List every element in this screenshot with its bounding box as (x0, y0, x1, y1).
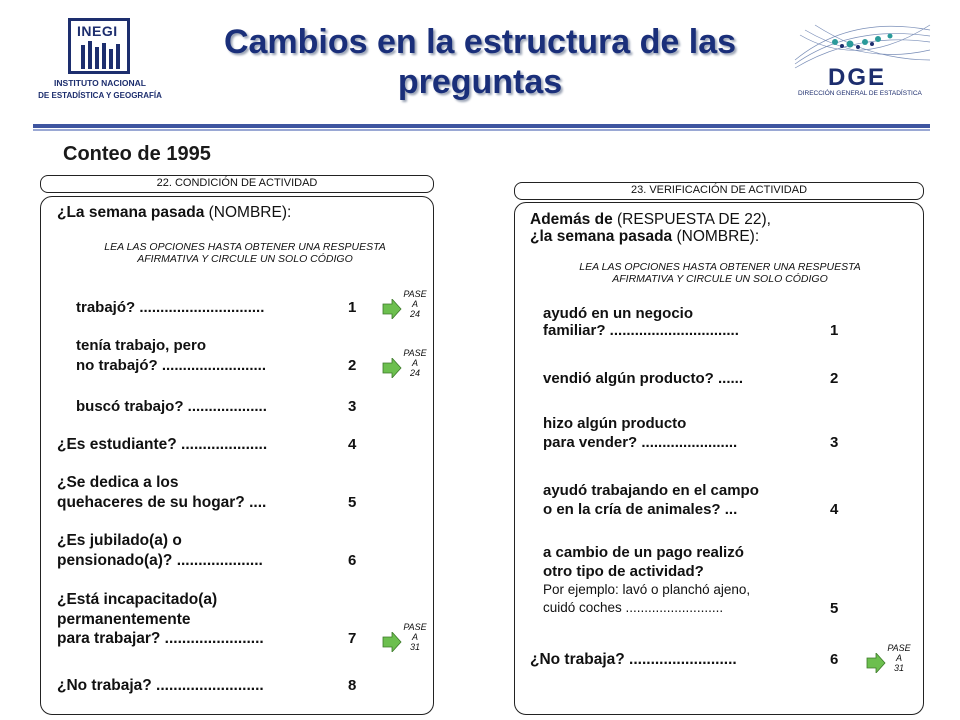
q22-skip-3-label (400, 622, 430, 652)
q22-option-7-text-line2: permanentemente (57, 611, 191, 628)
q22-skip-2-label (400, 348, 430, 378)
dge-logo-subtitle: DIRECCIÓN GENERAL DE ESTADÍSTICA (798, 90, 922, 97)
q22-skip-1 (382, 289, 442, 329)
q22-option-2-text-line1: tenía trabajo, pero (76, 337, 207, 354)
q22-option-7-text-line3: para trabajar? ....................... (57, 630, 264, 647)
page-title: Cambios en la estructura de las preguntas (223, 23, 737, 101)
q22-option-5-code: 5 (348, 494, 357, 511)
q23-skip (866, 643, 926, 683)
skip-label-target: 24 (409, 368, 420, 378)
q22-option-3-code: 3 (348, 398, 357, 415)
skip-label-target: 24 (409, 309, 420, 319)
q23-option-1-text-line2: familiar? ............................... (543, 322, 739, 339)
skip-label-a: A (411, 358, 418, 368)
q23-instruction-line2: AFIRMATIVA Y CIRCULE UN SOLO CÓDIGO (612, 273, 828, 285)
q22-option-3-text: buscó trabajo? ................... (76, 398, 267, 415)
q22-skip-3 (382, 622, 442, 662)
inegi-logo (30, 18, 170, 113)
q22-skip-1-label (400, 289, 430, 319)
inegi-logo-line2: DE ESTADÍSTICA Y GEOGRAFÍA (38, 91, 162, 100)
skip-label-pase: PASE (403, 348, 427, 358)
dge-logo-word: DGE (828, 64, 887, 91)
q22-option-7-text-line1: ¿Está incapacitado(a) (57, 591, 218, 608)
skip-label-pase: PASE (403, 622, 427, 632)
q23-option-6-text: ¿No trabaja? ......................... (530, 651, 737, 668)
q22-question (57, 204, 291, 222)
q23-option-3-text-line1: hizo algún producto (543, 415, 687, 432)
q23-instruction-line1: LEA LAS OPCIONES HASTA OBTENER UNA RESPUESTA (579, 261, 861, 273)
q22-option-5-text-line2: quehaceres de su hogar? .... (57, 494, 267, 511)
q23-option-5-text-line2: otro tipo de actividad? (543, 563, 704, 580)
q23-question-bold-2: ¿la semana pasada (530, 228, 673, 245)
q23-option-1-code: 1 (830, 322, 839, 339)
q22-option-6-text-line1: ¿Es jubilado(a) o (57, 532, 182, 549)
skip-label-pase: PASE (887, 643, 911, 653)
q23-option-5-text-line1: a cambio de un pago realizó (543, 544, 744, 561)
skip-label-a: A (895, 653, 902, 663)
skip-label-a: A (411, 299, 418, 309)
q23-question-rest-2: (NOMBRE): (676, 228, 760, 245)
q22-header: 22. CONDICIÓN DE ACTIVIDAD (40, 175, 434, 193)
q22-option-1-code: 1 (348, 299, 357, 316)
q23-instruction (530, 261, 910, 285)
q22-question-bold: ¿La semana pasada (57, 204, 205, 221)
inegi-logo-line1: INSTITUTO NACIONAL (54, 78, 146, 88)
q22-skip-2 (382, 348, 442, 388)
q23-option-2-text: vendió algún producto? ...... (543, 370, 743, 387)
q23-option-1-text-line1: ayudó en un negocio (543, 305, 694, 322)
q23-question-line2 (530, 228, 759, 246)
q22-option-4-code: 4 (348, 436, 357, 453)
green-arrow-icon (866, 653, 886, 673)
q23-skip-label (884, 643, 914, 673)
q23-question-rest-1: (RESPUESTA DE 22), (617, 211, 771, 228)
q22-option-2-text-line2: no trabajó? ......................... (76, 357, 267, 374)
skip-label-pase: PASE (403, 289, 427, 299)
q23-option-3-text-line2: para vender? ....................... (543, 434, 738, 451)
q23-option-4-code: 4 (830, 501, 839, 518)
q22-option-1-text: trabajó? .............................. (76, 299, 265, 316)
header-divider (33, 124, 930, 128)
inegi-logo-word: INEGI (77, 23, 118, 39)
q23-header: 23. VERIFICACIÓN DE ACTIVIDAD (514, 182, 924, 200)
q22-instruction (60, 241, 430, 265)
q22-option-7-code: 7 (348, 630, 357, 647)
q23-option-5-code: 5 (830, 600, 839, 617)
skip-label-target: 31 (409, 642, 420, 652)
q22-instruction-line1: LEA LAS OPCIONES HASTA OBTENER UNA RESPUESTA (104, 241, 386, 253)
q23-option-4-text-line1: ayudó trabajando en el campo (543, 482, 759, 499)
q22-option-2-code: 2 (348, 357, 357, 374)
skip-label-a: A (411, 632, 418, 642)
q22-instruction-line2: AFIRMATIVA Y CIRCULE UN SOLO CÓDIGO (137, 253, 353, 265)
green-arrow-icon (382, 632, 402, 652)
q22-option-4-text: ¿Es estudiante? .................... (57, 436, 268, 453)
q23-question-bold-1: Además de (530, 211, 613, 228)
green-arrow-icon (382, 299, 402, 319)
dge-globe-icon (790, 20, 935, 70)
q22-option-8-text: ¿No trabaja? ......................... (57, 677, 264, 694)
q22-option-6-text-line2: pensionado(a)? .................... (57, 552, 263, 569)
q22-question-rest: (NOMBRE): (208, 204, 292, 221)
q22-option-6-code: 6 (348, 552, 357, 569)
dge-logo (790, 20, 935, 110)
q22-option-5-text-line1: ¿Se dedica a los (57, 474, 179, 491)
skip-label-target: 31 (893, 663, 904, 673)
inegi-emblem (68, 18, 130, 74)
q23-question-line1 (530, 211, 771, 229)
q23-option-2-code: 2 (830, 370, 839, 387)
q23-option-3-code: 3 (830, 434, 839, 451)
inegi-bars-icon (81, 41, 121, 69)
header-divider-thin (33, 129, 930, 131)
q23-option-5-text-line4: cuidó coches .......................... (543, 600, 724, 615)
green-arrow-icon (382, 358, 402, 378)
section-subtitle: Conteo de 1995 (63, 143, 211, 165)
q22-option-8-code: 8 (348, 677, 357, 694)
q23-option-6-code: 6 (830, 651, 839, 668)
q23-option-4-text-line2: o en la cría de animales? ... (543, 501, 738, 518)
q23-option-5-text-line3: Por ejemplo: lavó o planchó ajeno, (543, 582, 751, 597)
